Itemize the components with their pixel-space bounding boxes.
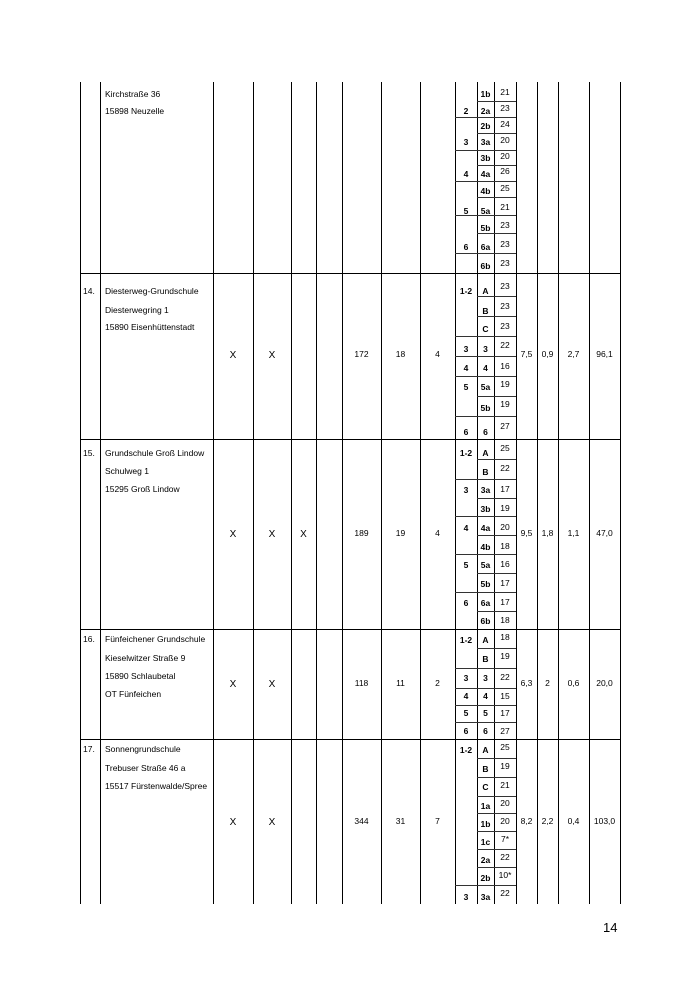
class-count: 21 bbox=[500, 202, 510, 212]
address-line: Diesterweg-Grundschule bbox=[105, 286, 199, 296]
subrow-line bbox=[455, 117, 516, 118]
value-cell: 103,0 bbox=[593, 816, 616, 826]
mark-cell: X bbox=[300, 529, 307, 540]
class-label: 2a bbox=[480, 855, 491, 865]
row-separator bbox=[80, 739, 621, 740]
mark-cell: X bbox=[229, 529, 237, 540]
col-line bbox=[100, 82, 101, 904]
subrow-line bbox=[477, 831, 516, 832]
class-count: 17 bbox=[500, 578, 510, 588]
class-count: 23 bbox=[500, 258, 510, 268]
class-count: 23 bbox=[500, 103, 510, 113]
subrow-line bbox=[477, 648, 516, 649]
class-count: 22 bbox=[500, 888, 510, 898]
class-label: B bbox=[482, 467, 489, 477]
class-label: 6a bbox=[480, 598, 491, 608]
classes-count: 19 bbox=[395, 528, 406, 538]
students-count: 344 bbox=[354, 816, 369, 826]
address-line: Kieselwitzer Straße 9 bbox=[105, 653, 186, 663]
class-count: 20 bbox=[500, 798, 510, 808]
value-cell: 0,4 bbox=[567, 816, 580, 826]
class-label: 6a bbox=[480, 242, 491, 252]
address-line: Grundschule Groß Lindow bbox=[105, 448, 205, 458]
value-cell: 96,1 bbox=[596, 349, 613, 359]
grade-label: 5 bbox=[463, 206, 469, 216]
students-count: 118 bbox=[354, 678, 369, 688]
address-line: 15890 Eisenhüttenstadt bbox=[105, 322, 195, 332]
class-count: 24 bbox=[500, 119, 510, 129]
class-count: 23 bbox=[500, 301, 510, 311]
col-line bbox=[620, 82, 621, 904]
mark-cell: X bbox=[229, 679, 237, 690]
value-cell: 6,3 bbox=[520, 678, 533, 688]
grade-label: 6 bbox=[463, 726, 469, 736]
grade-label: 1-2 bbox=[459, 448, 473, 458]
class-label: 6b bbox=[480, 261, 491, 271]
classes-count: 18 bbox=[395, 349, 406, 359]
subrow-line bbox=[455, 688, 516, 689]
class-count: 19 bbox=[500, 761, 510, 771]
subrow-line bbox=[477, 396, 516, 397]
mark-cell: X bbox=[268, 817, 276, 828]
class-label: 5b bbox=[480, 579, 491, 589]
subrow-line bbox=[477, 758, 516, 759]
class-label: 4b bbox=[480, 542, 491, 552]
class-label: A bbox=[482, 745, 489, 755]
col-line bbox=[537, 82, 538, 904]
class-label: 3a bbox=[480, 137, 491, 147]
class-count: 25 bbox=[500, 443, 510, 453]
value-cell: 1,1 bbox=[567, 528, 580, 538]
grade-label: 5 bbox=[463, 560, 469, 570]
subrow-line bbox=[455, 336, 516, 337]
class-label: A bbox=[482, 635, 489, 645]
mark-cell: X bbox=[229, 817, 237, 828]
grade-label: 2 bbox=[463, 106, 469, 116]
address-line: 15898 Neuzelle bbox=[105, 106, 165, 116]
class-count: 15 bbox=[500, 691, 510, 701]
mark-cell: X bbox=[268, 679, 276, 690]
class-label: 5a bbox=[480, 206, 491, 216]
class-count: 19 bbox=[500, 399, 510, 409]
value-cell: 4 bbox=[435, 349, 440, 359]
page-number: 14 bbox=[603, 920, 618, 935]
class-label: 3a bbox=[480, 485, 491, 495]
class-label: 4a bbox=[480, 169, 491, 179]
address-line: Trebuser Straße 46 a bbox=[105, 763, 186, 773]
class-count: 20 bbox=[500, 816, 510, 826]
subrow-line bbox=[477, 459, 516, 460]
address-line: OT Fünfeichen bbox=[105, 689, 162, 699]
grade-label: 4 bbox=[463, 691, 469, 701]
class-count: 22 bbox=[500, 672, 510, 682]
school-number: 14. bbox=[83, 286, 95, 296]
class-label: 5b bbox=[480, 223, 491, 233]
subrow-line bbox=[477, 101, 516, 102]
address-line: Schulweg 1 bbox=[105, 466, 149, 476]
class-label: 1c bbox=[480, 837, 491, 847]
grade-label: 1-2 bbox=[459, 745, 473, 755]
col-line bbox=[516, 82, 517, 904]
subrow-line bbox=[477, 133, 516, 134]
class-label: 4 bbox=[483, 363, 488, 373]
classes-count: 11 bbox=[396, 678, 405, 688]
class-label: 1a bbox=[480, 801, 491, 811]
class-label: 3b bbox=[480, 153, 491, 163]
subrow-line bbox=[477, 197, 516, 198]
subrow-line bbox=[455, 668, 516, 669]
class-count: 22 bbox=[500, 463, 510, 473]
class-count: 16 bbox=[500, 361, 510, 371]
school-number: 16. bbox=[83, 634, 95, 644]
class-label: 4a bbox=[480, 523, 491, 533]
subrow-line bbox=[455, 181, 516, 182]
address-line: 15517 Fürstenwalde/Spree bbox=[105, 781, 208, 791]
value-cell: 47,0 bbox=[596, 528, 613, 538]
grade-label: 3 bbox=[463, 344, 469, 354]
class-label: C bbox=[482, 324, 489, 334]
class-count: 25 bbox=[500, 183, 510, 193]
class-count: 18 bbox=[500, 541, 510, 551]
grade-label: 5 bbox=[463, 708, 469, 718]
class-count: 22 bbox=[500, 340, 510, 350]
row-separator bbox=[80, 439, 621, 440]
class-label: 6 bbox=[483, 427, 488, 437]
value-cell: 8,2 bbox=[520, 816, 533, 826]
grade-label: 4 bbox=[463, 169, 469, 179]
class-label: 3 bbox=[483, 344, 488, 354]
class-label: A bbox=[482, 286, 489, 296]
subrow-line bbox=[455, 253, 516, 254]
class-count: 21 bbox=[500, 780, 510, 790]
col-line bbox=[342, 82, 343, 904]
class-label: 4 bbox=[483, 691, 488, 701]
col-line bbox=[589, 82, 590, 904]
class-count: 20 bbox=[500, 151, 510, 161]
class-label: 2b bbox=[480, 873, 491, 883]
subrow-line bbox=[455, 376, 516, 377]
address-line: Sonnengrundschule bbox=[105, 744, 181, 754]
class-label: 2a bbox=[480, 106, 491, 116]
class-count: 18 bbox=[500, 615, 510, 625]
class-count: 19 bbox=[500, 503, 510, 513]
value-cell: 2,2 bbox=[541, 816, 554, 826]
grade-label: 3 bbox=[463, 485, 469, 495]
mark-cell: X bbox=[229, 350, 237, 361]
students-count: 189 bbox=[354, 528, 369, 538]
subrow-line bbox=[477, 573, 516, 574]
class-count: 20 bbox=[500, 135, 510, 145]
class-count: 23 bbox=[500, 321, 510, 331]
mark-cell: X bbox=[268, 529, 276, 540]
students-count: 172 bbox=[354, 349, 369, 359]
class-count: 7* bbox=[500, 834, 510, 844]
value-cell: 0,9 bbox=[541, 349, 554, 359]
subrow-line bbox=[477, 813, 516, 814]
address-line: 15890 Schlaubetal bbox=[105, 671, 176, 681]
class-label: A bbox=[482, 448, 489, 458]
class-count: 23 bbox=[500, 220, 510, 230]
col-line bbox=[253, 82, 254, 904]
class-label: 3 bbox=[483, 673, 488, 683]
row-separator bbox=[80, 273, 621, 274]
grade-label: 3 bbox=[463, 137, 469, 147]
value-cell: 4 bbox=[435, 528, 440, 538]
class-label: 1b bbox=[480, 89, 491, 99]
col-line bbox=[558, 82, 559, 904]
class-count: 26 bbox=[500, 166, 510, 176]
class-label: 5 bbox=[483, 708, 488, 718]
class-label: 2b bbox=[480, 121, 491, 131]
class-count: 17 bbox=[500, 484, 510, 494]
col-line bbox=[381, 82, 382, 904]
class-label: 4b bbox=[480, 186, 491, 196]
class-count: 19 bbox=[500, 651, 510, 661]
class-count: 18 bbox=[500, 632, 510, 642]
col-line bbox=[80, 82, 81, 904]
class-label: 1b bbox=[480, 819, 491, 829]
classes-count: 31 bbox=[395, 816, 406, 826]
subrow-line bbox=[477, 611, 516, 612]
subrow-line bbox=[455, 516, 516, 517]
class-label: 3b bbox=[480, 504, 491, 514]
address-line: 15295 Groß Lindow bbox=[105, 484, 180, 494]
value-cell: 0,6 bbox=[567, 678, 580, 688]
grade-label: 1-2 bbox=[459, 635, 473, 645]
school-number: 15. bbox=[83, 448, 95, 458]
class-label: B bbox=[482, 764, 489, 774]
class-count: 17 bbox=[500, 708, 510, 718]
subrow-line bbox=[477, 849, 516, 850]
grade-label: 5 bbox=[463, 382, 469, 392]
grade-label: 1-2 bbox=[459, 286, 473, 296]
value-cell: 2 bbox=[435, 678, 440, 688]
class-count: 21 bbox=[500, 87, 510, 97]
value-cell: 7 bbox=[435, 816, 440, 826]
class-count: 23 bbox=[500, 281, 510, 291]
class-count: 27 bbox=[500, 421, 510, 431]
class-label: 6 bbox=[483, 726, 488, 736]
class-count: 27 bbox=[500, 726, 510, 736]
subrow-line bbox=[455, 416, 516, 417]
grade-label: 3 bbox=[463, 892, 469, 902]
class-label: B bbox=[482, 654, 489, 664]
col-line bbox=[213, 82, 214, 904]
class-label: 5b bbox=[480, 403, 491, 413]
class-count: 23 bbox=[500, 239, 510, 249]
class-count: 10* bbox=[498, 870, 512, 880]
subrow-line bbox=[477, 498, 516, 499]
class-label: 3a bbox=[480, 892, 491, 902]
class-label: 6b bbox=[480, 616, 491, 626]
col-line bbox=[291, 82, 292, 904]
subrow-line bbox=[455, 885, 516, 886]
class-label: 5a bbox=[480, 382, 491, 392]
row-separator bbox=[80, 629, 621, 630]
subrow-line bbox=[455, 554, 516, 555]
subrow-line bbox=[455, 705, 516, 706]
class-count: 20 bbox=[500, 522, 510, 532]
subrow-line bbox=[477, 777, 516, 778]
class-count: 16 bbox=[500, 559, 510, 569]
grade-label: 3 bbox=[463, 673, 469, 683]
mark-cell: X bbox=[268, 350, 276, 361]
school-number: 17. bbox=[83, 744, 95, 754]
subrow-line bbox=[477, 867, 516, 868]
class-label: 5a bbox=[480, 560, 491, 570]
subrow-line bbox=[455, 356, 516, 357]
class-label: C bbox=[482, 782, 489, 792]
grade-label: 6 bbox=[463, 598, 469, 608]
subrow-line bbox=[477, 535, 516, 536]
grade-label: 6 bbox=[463, 242, 469, 252]
value-cell: 7,5 bbox=[520, 349, 533, 359]
col-line bbox=[316, 82, 317, 904]
value-cell: 9,5 bbox=[520, 528, 533, 538]
subrow-line bbox=[455, 479, 516, 480]
class-count: 25 bbox=[500, 742, 510, 752]
class-count: 22 bbox=[500, 852, 510, 862]
col-line bbox=[420, 82, 421, 904]
address-line: Kirchstraße 36 bbox=[105, 89, 161, 99]
value-cell: 2,7 bbox=[567, 349, 580, 359]
class-count: 19 bbox=[500, 379, 510, 389]
address-line: Fünfeichener Grundschule bbox=[105, 634, 206, 644]
subrow-line bbox=[455, 592, 516, 593]
subrow-line bbox=[477, 796, 516, 797]
value-cell: 1,8 bbox=[541, 528, 554, 538]
grade-label: 4 bbox=[463, 523, 469, 533]
class-label: B bbox=[482, 306, 489, 316]
value-cell: 2 bbox=[545, 678, 550, 688]
address-line: Diesterwegring 1 bbox=[105, 305, 169, 315]
grade-label: 6 bbox=[463, 427, 469, 437]
value-cell: 20,0 bbox=[596, 678, 613, 688]
class-count: 17 bbox=[500, 597, 510, 607]
grade-label: 4 bbox=[463, 363, 469, 373]
subrow-line bbox=[455, 722, 516, 723]
